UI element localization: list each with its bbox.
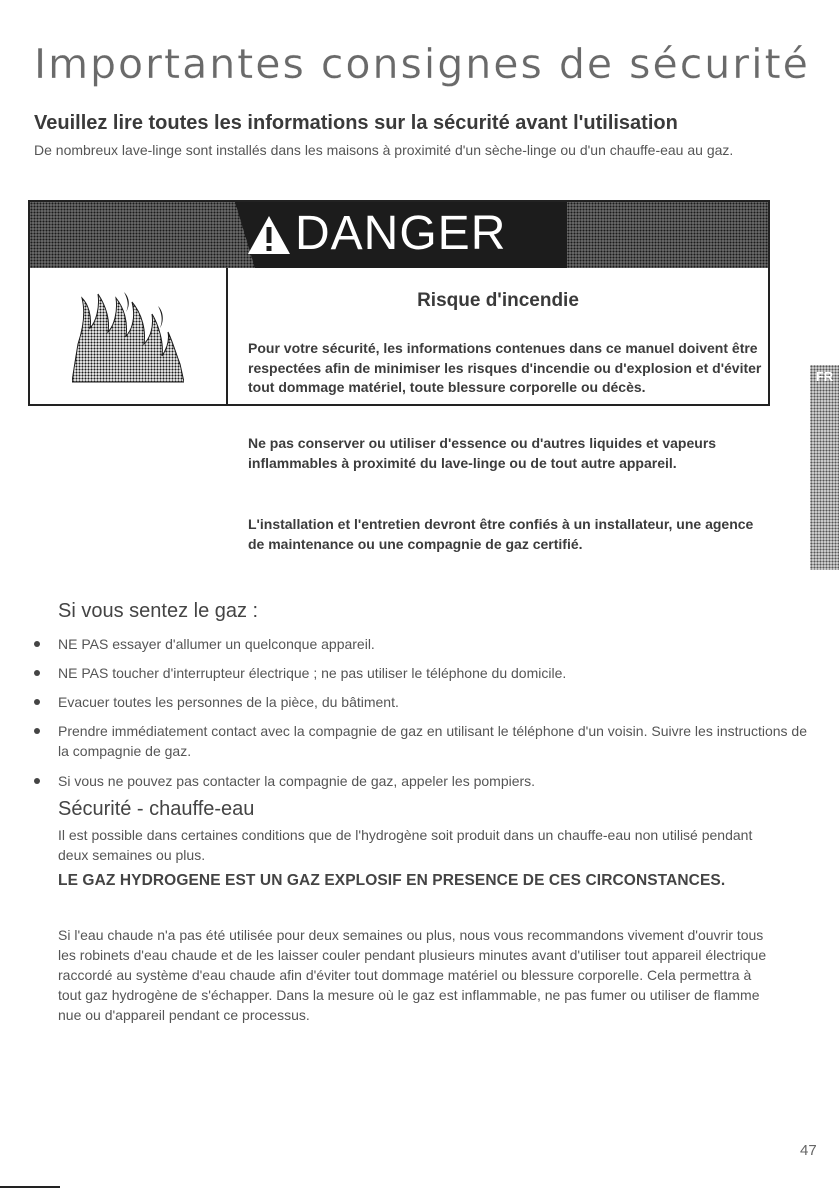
bullet-icon	[34, 728, 40, 734]
page-title: Importantes consignes de sécurité	[34, 40, 810, 88]
bullet-icon	[34, 699, 40, 705]
bullet-icon	[34, 670, 40, 676]
danger-title: Risque d'incendie	[417, 290, 579, 311]
danger-label: DANGER	[295, 207, 507, 260]
heater-intro-text: Il est possible dans certaines conditions que de l'hydrogène soit produit dans un chauffe-eau non utilisé pendant deux semaines ou plus.	[58, 827, 753, 863]
footer-rule	[0, 1186, 60, 1188]
heater-section-heading: Sécurité - chauffe-eau	[58, 798, 255, 820]
bullet-text: NE PAS essayer d'allumer un quelconque appareil.	[58, 636, 375, 652]
bullet-text: Evacuer toutes les personnes de la pièce, du bâtiment.	[58, 694, 399, 710]
bullet-text: Si vous ne pouvez pas contacter la compagnie de gaz, appeler les pompiers.	[58, 773, 536, 789]
side-tab-label: FR	[815, 369, 834, 384]
heater-body-text: Si l'eau chaude n'a pas été utilisée pour deux semaines ou plus, nous vous recommandons vivement d'ouvrir tous les robinets d'eau chaude et de les laisser couler pendant plusieurs minutes avant d'utiliser tout appareil électrique raccordé au système d'eau chaude afin d'éviter tout dommage matériel ou blessure corporelle. Cela permettra à tout gaz hydrogène de s'échapper. Dans la mesure où le gaz est inflammable, ne pas fumer ou utiliser de flamme nue ou d'appareil pendant ce processus.	[58, 927, 767, 1023]
danger-paragraph: L'installation et l'entretien devront être confiés à un installateur, une agence de maintenance ou une compagnie de gaz certifié.	[248, 516, 754, 552]
page-subtitle: Veuillez lire toutes les informations sur la sécurité avant l'utilisation	[34, 112, 678, 134]
warning-triangle-icon	[246, 214, 292, 256]
page-number: 47	[800, 1142, 817, 1159]
danger-paragraph: Pour votre sécurité, les informations contenues dans ce manuel doivent être respectées afin de minimiser les risques d'incendie ou d'explosion et d'éviter tout dommage matériel, toute blessure corporelle ou décès.	[248, 340, 762, 395]
gas-section-heading: Si vous sentez le gaz :	[58, 600, 259, 622]
bullet-text: Prendre immédiatement contact avec la compagnie de gaz en utilisant le téléphone d'un voisin. Suivre les instructions de la compagnie de gaz.	[58, 723, 807, 759]
hydrogen-warning: LE GAZ HYDROGENE EST UN GAZ EXPLOSIF EN PRESENCE DE CES CIRCONSTANCES.	[58, 872, 726, 889]
intro-text: De nombreux lave-linge sont installés dans les maisons à proximité d'un sèche-linge ou d'un chauffe-eau au gaz.	[34, 142, 734, 158]
fire-icon	[72, 284, 184, 384]
danger-paragraph: Ne pas conserver ou utiliser d'essence ou d'autres liquides et vapeurs inflammables à proximité du lave-linge ou de tout autre appareil.	[248, 435, 717, 471]
bullet-icon	[34, 641, 40, 647]
danger-header	[30, 202, 768, 268]
bullet-icon	[34, 778, 40, 784]
language-side-tab	[810, 365, 839, 570]
bullet-text: NE PAS toucher d'interrupteur électrique ; ne pas utiliser le téléphone du domicile.	[58, 665, 567, 681]
flame-panel	[30, 268, 228, 404]
